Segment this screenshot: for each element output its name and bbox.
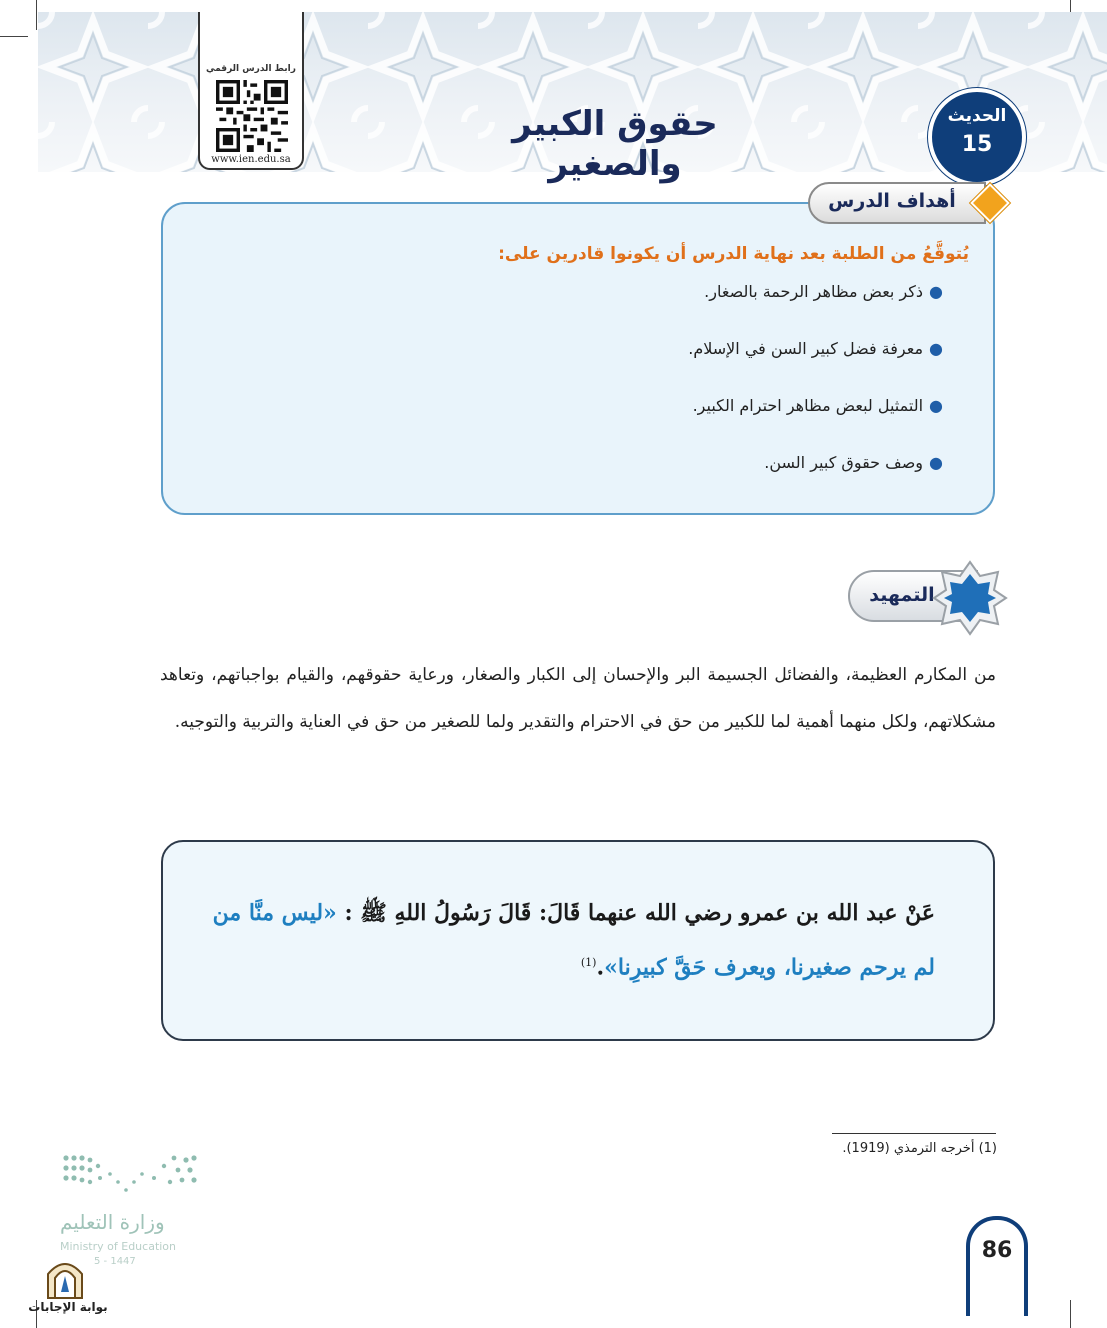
ministry-name-ar: وزارة التعليم — [60, 1210, 165, 1234]
qr-code-icon[interactable] — [216, 80, 288, 152]
hadith-text — [195, 888, 935, 992]
list-item — [343, 451, 943, 508]
octagon-star-icon — [932, 560, 1008, 636]
footnote: (1) أخرجه الترمذي (1919). — [842, 1141, 997, 1156]
qr-code-card[interactable] — [198, 12, 304, 170]
hadith-end: . — [596, 954, 605, 981]
hadith-narration: عَنْ عبد الله بن عمرو رضي الله عنهما قَالَ: قَالَ رَسُولُ اللهِ ﷺ : — [344, 900, 935, 926]
objective-text: التمثيل لبعض مظاهر احترام الكبير. — [692, 396, 924, 415]
crop-mark — [36, 0, 37, 30]
objectives-title: أهداف الدرس — [828, 190, 956, 212]
objective-text: ذكر بعض مظاهر الرحمة بالصغار. — [704, 282, 924, 301]
objective-text: وصف حقوق كبير السن. — [764, 453, 924, 472]
bullet-icon: ● — [929, 453, 943, 472]
page-title: حقوق الكبير والصغير — [512, 104, 718, 184]
hadith-number: 15 — [961, 132, 993, 157]
qr-url[interactable]: www.ien.edu.sa — [211, 154, 291, 165]
hadith-number-badge — [928, 88, 1026, 186]
qr-label: رابط الدرس الرقمي — [206, 64, 296, 74]
crop-mark — [1070, 1300, 1071, 1328]
intro-paragraph: من المكارم العظيمة، والفضائل الجسيمة البر والإحسان إلى الكبار والصغار، ورعاية حقوقهم، والقيام بواجباتهم، وتعاهد مشكلاتهم، ولكل منهما أهمية لما للكبير من حق في الاحترام والتقدير ولما للصغير من حق في العناية والتربية والتوجيه. — [160, 665, 996, 732]
ministry-name-en: Ministry of Education — [60, 1240, 177, 1253]
page-number-tab — [966, 1216, 1028, 1316]
footnote-divider — [832, 1133, 996, 1134]
hadith-quote: «ليس منَّا من لم يرحم صغيرنا، ويعرف حَقَّ كبيرِنا» — [212, 900, 935, 981]
ministry-year: 5 - 1447 — [94, 1256, 136, 1267]
objective-text: معرفة فضل كبير السن في الإسلام. — [688, 339, 924, 358]
objectives-intro: يُتوقَّعُ من الطلبة بعد نهاية الدرس أن يكونوا قادرين على: — [498, 244, 969, 264]
list-item — [343, 337, 943, 394]
ministry-logo-icon — [60, 1152, 200, 1200]
bullet-icon: ● — [929, 282, 943, 301]
gate-label: بوابة الإجابات — [28, 1300, 108, 1314]
gate-icon — [44, 1256, 86, 1300]
list-item — [343, 280, 943, 337]
crop-mark — [0, 36, 28, 37]
intro-title: التمهيد — [869, 584, 935, 606]
bullet-icon: ● — [929, 339, 943, 358]
page-number: 86 — [981, 1238, 1013, 1263]
hadith-label: الحديث — [947, 106, 1007, 126]
objectives-list — [343, 280, 943, 508]
bullet-icon: ● — [929, 396, 943, 415]
list-item — [343, 394, 943, 451]
footnote-ref[interactable]: (1) — [580, 956, 597, 969]
